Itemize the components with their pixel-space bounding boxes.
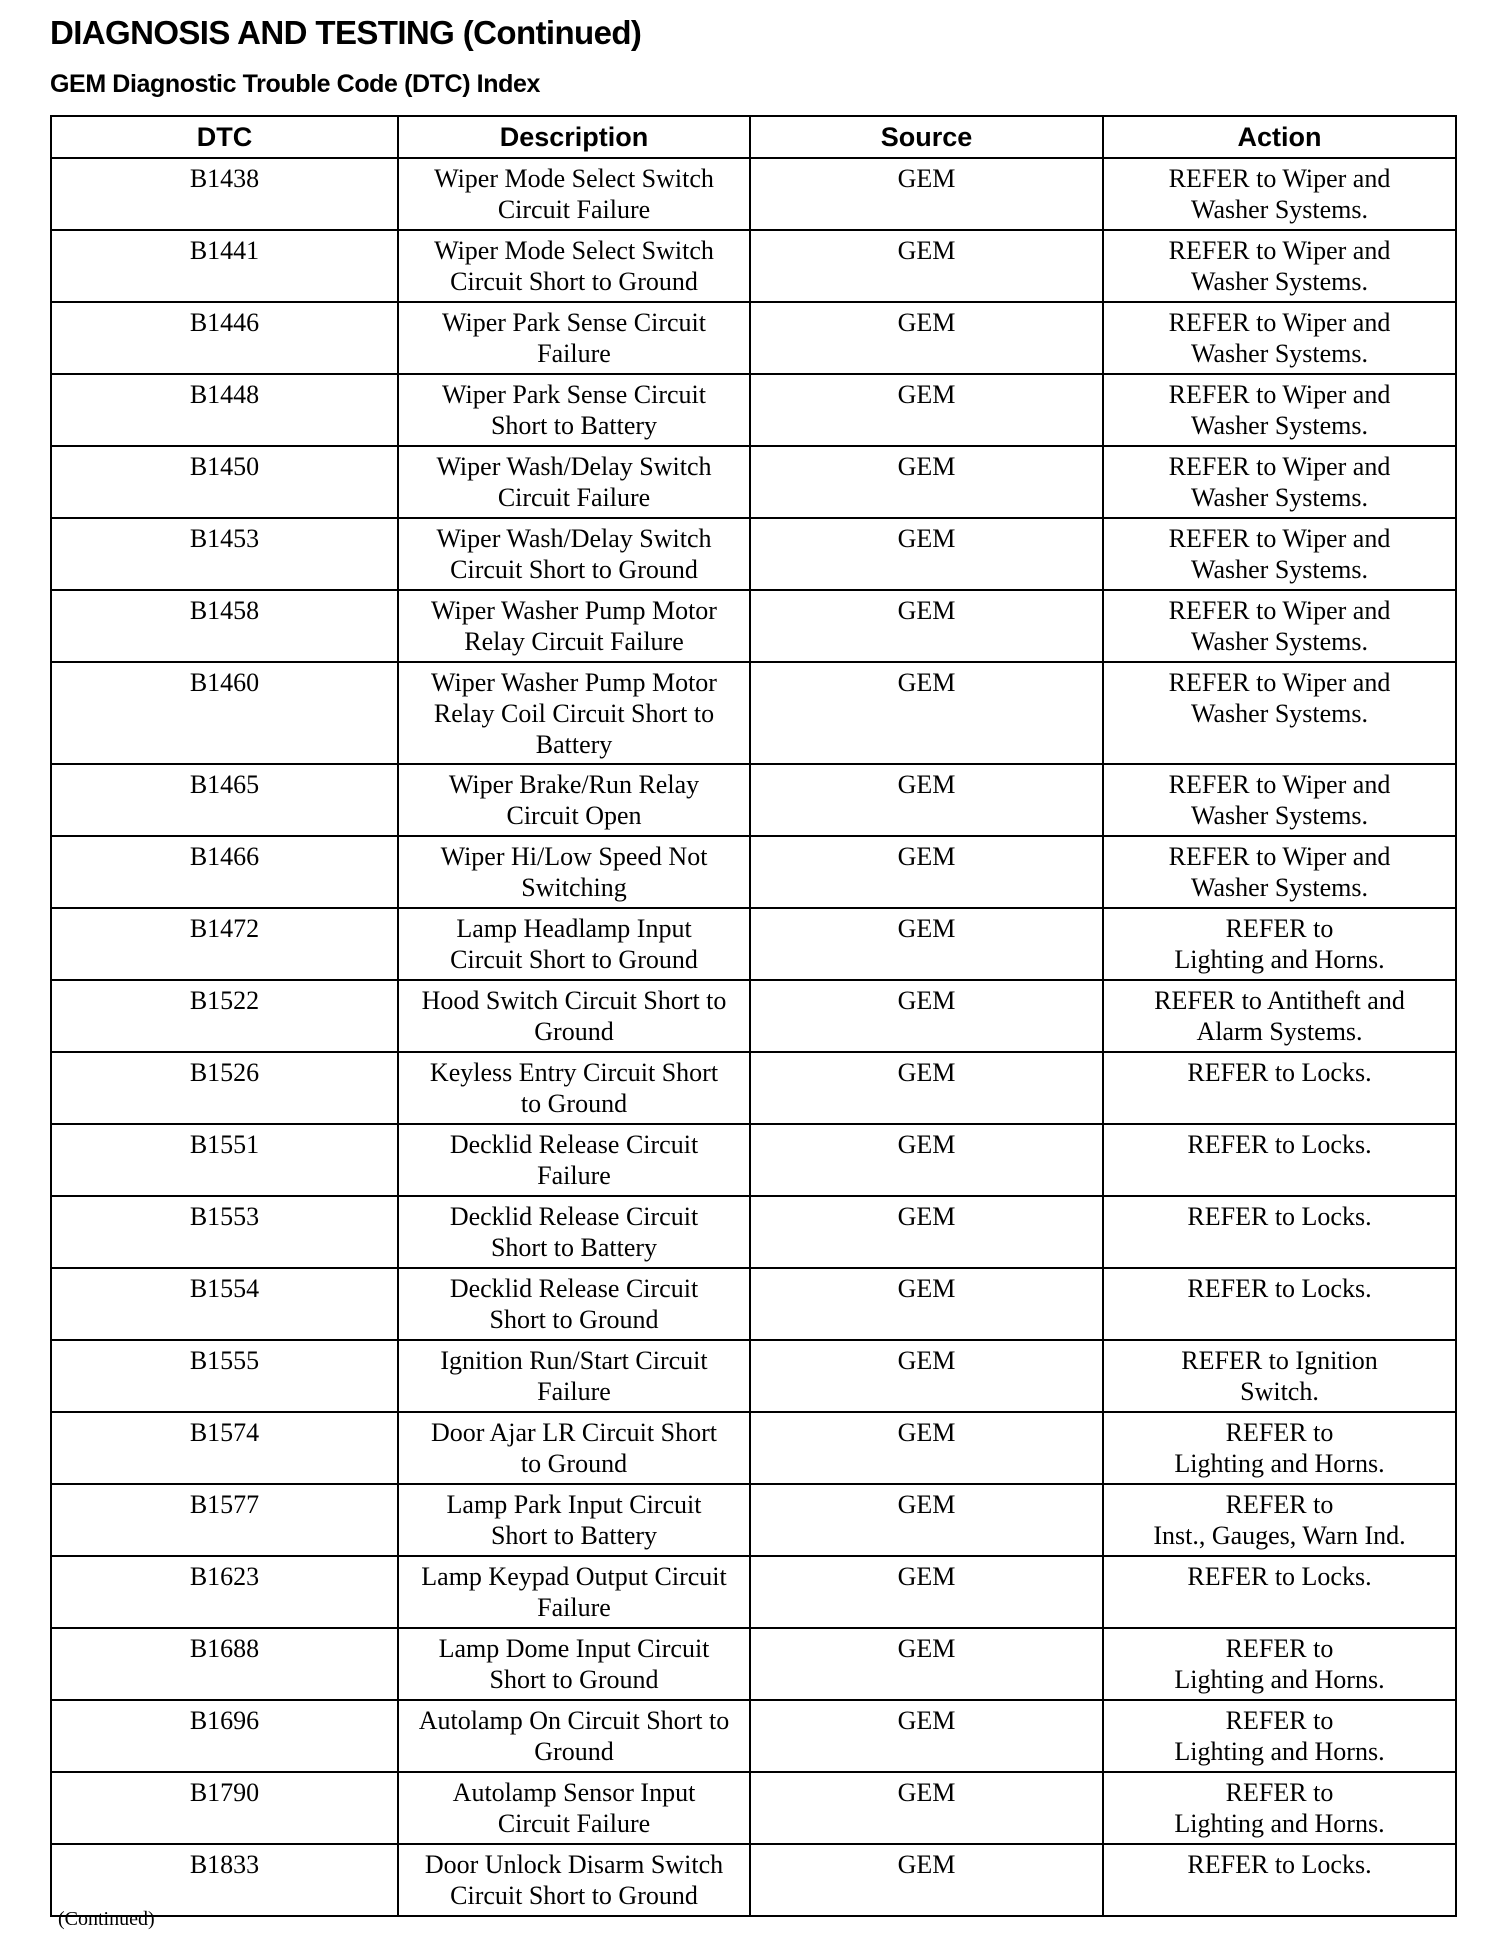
description-cell [398, 764, 750, 836]
action-target: Alarm Systems. [1196, 1017, 1363, 1046]
action-cell [1103, 1556, 1456, 1628]
action-target: Wiper and [1282, 842, 1391, 871]
action-target: Lighting and Horns. [1174, 1665, 1385, 1694]
description-line: Circuit Failure [497, 483, 651, 512]
refer-keyword: REFER [1225, 1778, 1307, 1807]
table-row [51, 1772, 1456, 1844]
source-cell: GEM [750, 1628, 1103, 1700]
action-line [1104, 1633, 1455, 1664]
table-row [51, 1340, 1456, 1412]
dtc-code-cell: B1472 [51, 908, 398, 980]
action-cell [1103, 1412, 1456, 1484]
action-line [1104, 1489, 1455, 1520]
action-target: Inst., Gauges, Warn Ind. [1153, 1521, 1406, 1550]
description-line: Circuit Open [506, 801, 642, 830]
action-line [1104, 841, 1455, 872]
description-line: Wiper Washer Pump Motor [431, 668, 717, 697]
to-keyword: to [1256, 236, 1277, 265]
action-target: Locks. [1301, 1058, 1372, 1087]
description-line: Ignition Run/Start Circuit [440, 1346, 708, 1375]
description-line: Circuit Failure [497, 195, 651, 224]
to-keyword: to [1256, 308, 1277, 337]
refer-keyword: REFER [1168, 452, 1250, 481]
action-cell [1103, 518, 1456, 590]
description-line: Decklid Release Circuit [449, 1202, 699, 1231]
dtc-code-cell: B1555 [51, 1340, 398, 1412]
dtc-code-cell: B1574 [51, 1412, 398, 1484]
action-cell [1103, 590, 1456, 662]
action-line [1104, 307, 1455, 338]
description-cell [398, 518, 750, 590]
table-row [51, 230, 1456, 302]
refer-keyword: REFER [1181, 1346, 1263, 1375]
refer-keyword: REFER [1168, 596, 1250, 625]
to-keyword: to [1256, 668, 1277, 697]
table-row [51, 518, 1456, 590]
action-target: Washer Systems. [1191, 873, 1368, 902]
action-cell [1103, 1700, 1456, 1772]
description-line: Failure [537, 1377, 611, 1406]
action-cell [1103, 1196, 1456, 1268]
source-cell: GEM [750, 1268, 1103, 1340]
description-line: to Ground [520, 1449, 628, 1478]
description-cell [398, 1052, 750, 1124]
page-heading: DIAGNOSIS AND TESTING (Continued) [50, 14, 642, 51]
refer-keyword: REFER [1187, 1202, 1269, 1231]
refer-keyword: REFER [1168, 770, 1250, 799]
to-keyword: to [1256, 770, 1277, 799]
action-target: Antitheft and [1266, 986, 1405, 1015]
action-target: Locks. [1301, 1850, 1372, 1879]
description-line: Circuit Short to Ground [450, 1881, 698, 1910]
source-cell: GEM [750, 980, 1103, 1052]
table-row [51, 446, 1456, 518]
table-row [51, 1412, 1456, 1484]
description-line: Lamp Headlamp Input [456, 914, 692, 943]
table-row [51, 1628, 1456, 1700]
description-line: Short to Battery [490, 1233, 658, 1262]
dtc-code-cell: B1438 [51, 158, 398, 230]
description-line: Battery [535, 730, 613, 759]
action-cell [1103, 908, 1456, 980]
action-target: Wiper and [1282, 164, 1391, 193]
action-target: Wiper and [1282, 524, 1391, 553]
description-cell [398, 1268, 750, 1340]
table-row [51, 764, 1456, 836]
table-row [51, 1700, 1456, 1772]
description-line: Keyless Entry Circuit Short [429, 1058, 719, 1087]
action-line [1104, 769, 1455, 800]
table-row [51, 908, 1456, 980]
source-cell: GEM [750, 1124, 1103, 1196]
description-cell [398, 1700, 750, 1772]
to-keyword: to [1274, 1130, 1296, 1159]
dtc-code-cell: B1441 [51, 230, 398, 302]
action-line [1104, 163, 1455, 194]
action-line [1104, 1201, 1455, 1232]
refer-keyword: REFER [1168, 380, 1250, 409]
action-target: Lighting and Horns. [1174, 945, 1385, 974]
refer-keyword: REFER [1168, 524, 1250, 553]
description-line: Door Ajar LR Circuit Short [431, 1418, 717, 1447]
action-cell [1103, 662, 1456, 764]
table-row [51, 1484, 1456, 1556]
description-line: Door Unlock Disarm Switch [424, 1850, 724, 1879]
table-row [51, 980, 1456, 1052]
description-line: Wiper Mode Select Switch [434, 164, 714, 193]
action-target: Locks. [1301, 1274, 1372, 1303]
description-cell [398, 1484, 750, 1556]
to-keyword: to [1274, 1274, 1296, 1303]
table-row [51, 662, 1456, 764]
source-cell: GEM [750, 1484, 1103, 1556]
action-line [1104, 667, 1455, 698]
description-line: Autolamp Sensor Input [452, 1778, 696, 1807]
description-line: Wiper Park Sense Circuit [442, 308, 706, 337]
description-line: Wiper Hi/Low Speed Not [440, 842, 708, 871]
description-line: Circuit Short to Ground [450, 267, 698, 296]
source-cell: GEM [750, 230, 1103, 302]
to-keyword: to [1241, 986, 1262, 1015]
description-line: Relay Coil Circuit Short to [433, 699, 715, 728]
description-line: Autolamp On Circuit Short to [418, 1706, 730, 1735]
description-cell [398, 374, 750, 446]
action-cell [1103, 158, 1456, 230]
action-target: Wiper and [1282, 596, 1391, 625]
description-line: Decklid Release Circuit [449, 1274, 699, 1303]
description-cell [398, 590, 750, 662]
to-keyword: to [1313, 914, 1334, 943]
table-row [51, 1268, 1456, 1340]
description-cell [398, 1340, 750, 1412]
description-line: Circuit Failure [497, 1809, 651, 1838]
description-cell [398, 158, 750, 230]
description-line: Lamp Dome Input Circuit [438, 1634, 710, 1663]
table-row [51, 1844, 1456, 1916]
refer-keyword: REFER [1168, 164, 1250, 193]
description-line: Decklid Release Circuit [449, 1130, 699, 1159]
dtc-code-cell: B1526 [51, 1052, 398, 1124]
description-line: Circuit Short to Ground [450, 555, 698, 584]
action-target: Washer Systems. [1191, 627, 1368, 656]
to-keyword: to [1274, 1850, 1296, 1879]
to-keyword: to [1256, 524, 1277, 553]
to-keyword: to [1274, 1562, 1296, 1591]
action-cell [1103, 1484, 1456, 1556]
action-line [1104, 1129, 1455, 1160]
table-row [51, 1124, 1456, 1196]
action-line [1104, 379, 1455, 410]
action-line [1104, 1345, 1455, 1376]
action-cell [1103, 764, 1456, 836]
description-cell [398, 1556, 750, 1628]
description-line: Short to Ground [489, 1305, 659, 1334]
description-line: Short to Ground [489, 1665, 659, 1694]
source-cell: GEM [750, 1196, 1103, 1268]
description-line: Wiper Brake/Run Relay [448, 770, 700, 799]
source-cell: GEM [750, 302, 1103, 374]
description-cell [398, 1196, 750, 1268]
dtc-code-cell: B1522 [51, 980, 398, 1052]
table-row [51, 158, 1456, 230]
column-header-action: Action [1103, 116, 1456, 158]
description-cell [398, 230, 750, 302]
action-target: Lighting and Horns. [1174, 1809, 1385, 1838]
description-line: Failure [537, 339, 611, 368]
action-line [1104, 1561, 1455, 1592]
source-cell: GEM [750, 590, 1103, 662]
description-cell [398, 836, 750, 908]
column-header-dtc: DTC [51, 116, 398, 158]
refer-keyword: REFER [1168, 842, 1250, 871]
source-cell: GEM [750, 1412, 1103, 1484]
to-keyword: to [1256, 596, 1277, 625]
dtc-code-cell: B1688 [51, 1628, 398, 1700]
action-cell [1103, 1052, 1456, 1124]
description-cell [398, 980, 750, 1052]
action-target: Locks. [1301, 1202, 1372, 1231]
dtc-code-cell: B1553 [51, 1196, 398, 1268]
action-line [1104, 985, 1455, 1016]
action-target: Switch. [1240, 1377, 1319, 1406]
source-cell: GEM [750, 374, 1103, 446]
dtc-code-cell: B1458 [51, 590, 398, 662]
description-line: Ground [534, 1737, 614, 1766]
refer-keyword: REFER [1187, 1850, 1269, 1879]
description-line: Wiper Wash/Delay Switch [436, 452, 712, 481]
dtc-code-cell: B1446 [51, 302, 398, 374]
source-cell: GEM [750, 1556, 1103, 1628]
table-row [51, 590, 1456, 662]
table-row [51, 374, 1456, 446]
action-line [1104, 1849, 1455, 1880]
dtc-code-cell: B1460 [51, 662, 398, 764]
source-cell: GEM [750, 1052, 1103, 1124]
action-target: Lighting and Horns. [1174, 1737, 1385, 1766]
dtc-code-cell: B1790 [51, 1772, 398, 1844]
action-target: Ignition [1295, 1346, 1378, 1375]
column-header-source: Source [750, 116, 1103, 158]
to-keyword: to [1256, 380, 1277, 409]
dtc-code-cell: B1450 [51, 446, 398, 518]
source-cell: GEM [750, 836, 1103, 908]
action-cell [1103, 446, 1456, 518]
action-line [1104, 523, 1455, 554]
action-target: Washer Systems. [1191, 483, 1368, 512]
action-target: Washer Systems. [1191, 195, 1368, 224]
description-line: Relay Circuit Failure [464, 627, 684, 656]
to-keyword: to [1256, 164, 1277, 193]
source-cell: GEM [750, 518, 1103, 590]
action-line [1104, 1417, 1455, 1448]
description-cell [398, 1772, 750, 1844]
description-line: Lamp Keypad Output Circuit [421, 1562, 727, 1591]
description-line: Short to Battery [490, 411, 658, 440]
refer-keyword: REFER [1225, 1706, 1307, 1735]
action-target: Wiper and [1282, 770, 1391, 799]
action-cell [1103, 1844, 1456, 1916]
action-cell [1103, 836, 1456, 908]
action-cell [1103, 374, 1456, 446]
refer-keyword: REFER [1187, 1562, 1269, 1591]
refer-keyword: REFER [1187, 1274, 1269, 1303]
description-line: to Ground [520, 1089, 628, 1118]
description-cell [398, 302, 750, 374]
action-target: Washer Systems. [1191, 801, 1368, 830]
description-cell [398, 446, 750, 518]
source-cell: GEM [750, 158, 1103, 230]
action-line [1104, 235, 1455, 266]
dtc-code-cell: B1554 [51, 1268, 398, 1340]
source-cell: GEM [750, 662, 1103, 764]
description-cell [398, 1844, 750, 1916]
source-cell: GEM [750, 764, 1103, 836]
table-row [51, 1052, 1456, 1124]
action-line [1104, 1273, 1455, 1304]
table-row [51, 302, 1456, 374]
action-line [1104, 913, 1455, 944]
to-keyword: to [1313, 1490, 1334, 1519]
refer-keyword: REFER [1168, 308, 1250, 337]
table-row [51, 1556, 1456, 1628]
description-line: Short to Battery [490, 1521, 658, 1550]
to-keyword: to [1313, 1778, 1334, 1807]
table-title: GEM Diagnostic Trouble Code (DTC) Index [50, 70, 540, 98]
source-cell: GEM [750, 1340, 1103, 1412]
description-line: Lamp Park Input Circuit [446, 1490, 702, 1519]
dtc-code-cell: B1696 [51, 1700, 398, 1772]
action-target: Wiper and [1282, 668, 1391, 697]
description-cell [398, 908, 750, 980]
action-target: Wiper and [1282, 236, 1391, 265]
action-cell [1103, 1628, 1456, 1700]
refer-keyword: REFER [1225, 1490, 1307, 1519]
dtc-index-table [50, 115, 1457, 1917]
action-target: Wiper and [1282, 380, 1391, 409]
description-cell [398, 662, 750, 764]
description-line: Switching [521, 873, 627, 902]
to-keyword: to [1268, 1346, 1289, 1375]
action-target: Washer Systems. [1191, 699, 1368, 728]
description-line: Wiper Park Sense Circuit [442, 380, 706, 409]
to-keyword: to [1256, 452, 1277, 481]
source-cell: GEM [750, 1844, 1103, 1916]
continued-note: (Continued) [58, 1908, 155, 1930]
action-line [1104, 595, 1455, 626]
to-keyword: to [1313, 1634, 1334, 1663]
action-target: Washer Systems. [1191, 555, 1368, 584]
action-cell [1103, 980, 1456, 1052]
refer-keyword: REFER [1187, 1058, 1269, 1087]
dtc-code-cell: B1466 [51, 836, 398, 908]
refer-keyword: REFER [1225, 1418, 1307, 1447]
to-keyword: to [1313, 1706, 1334, 1735]
refer-keyword: REFER [1225, 914, 1307, 943]
refer-keyword: REFER [1168, 236, 1250, 265]
action-line [1104, 1705, 1455, 1736]
description-line: Failure [537, 1593, 611, 1622]
action-target: Wiper and [1282, 452, 1391, 481]
table-row [51, 836, 1456, 908]
action-cell [1103, 302, 1456, 374]
action-cell [1103, 230, 1456, 302]
description-cell [398, 1412, 750, 1484]
description-line: Hood Switch Circuit Short to [421, 986, 727, 1015]
refer-keyword: REFER [1154, 986, 1236, 1015]
dtc-code-cell: B1551 [51, 1124, 398, 1196]
dtc-code-cell: B1623 [51, 1556, 398, 1628]
action-target: Locks. [1301, 1562, 1372, 1591]
source-cell: GEM [750, 1700, 1103, 1772]
to-keyword: to [1256, 842, 1277, 871]
refer-keyword: REFER [1225, 1634, 1307, 1663]
action-cell [1103, 1772, 1456, 1844]
action-target: Washer Systems. [1191, 267, 1368, 296]
refer-keyword: REFER [1168, 668, 1250, 697]
action-target: Lighting and Horns. [1174, 1449, 1385, 1478]
to-keyword: to [1274, 1058, 1296, 1087]
description-line: Wiper Washer Pump Motor [431, 596, 717, 625]
refer-keyword: REFER [1187, 1130, 1269, 1159]
source-cell: GEM [750, 1772, 1103, 1844]
dtc-code-cell: B1833 [51, 1844, 398, 1916]
action-target: Wiper and [1282, 308, 1391, 337]
description-line: Wiper Mode Select Switch [434, 236, 714, 265]
action-target: Washer Systems. [1191, 411, 1368, 440]
action-target: Locks. [1301, 1130, 1372, 1159]
action-line [1104, 1057, 1455, 1088]
action-cell [1103, 1340, 1456, 1412]
action-cell [1103, 1124, 1456, 1196]
source-cell: GEM [750, 446, 1103, 518]
dtc-code-cell: B1453 [51, 518, 398, 590]
to-keyword: to [1313, 1418, 1334, 1447]
action-line [1104, 451, 1455, 482]
dtc-code-cell: B1577 [51, 1484, 398, 1556]
description-line: Circuit Short to Ground [450, 945, 698, 974]
description-cell [398, 1628, 750, 1700]
action-target: Washer Systems. [1191, 339, 1368, 368]
dtc-code-cell: B1465 [51, 764, 398, 836]
action-line [1104, 1777, 1455, 1808]
description-line: Failure [537, 1161, 611, 1190]
to-keyword: to [1274, 1202, 1296, 1231]
description-line: Ground [534, 1017, 614, 1046]
column-header-description: Description [398, 116, 750, 158]
description-cell [398, 1124, 750, 1196]
description-line: Wiper Wash/Delay Switch [436, 524, 712, 553]
source-cell: GEM [750, 908, 1103, 980]
action-cell [1103, 1268, 1456, 1340]
dtc-code-cell: B1448 [51, 374, 398, 446]
table-row [51, 1196, 1456, 1268]
table-header-row [51, 116, 1456, 158]
